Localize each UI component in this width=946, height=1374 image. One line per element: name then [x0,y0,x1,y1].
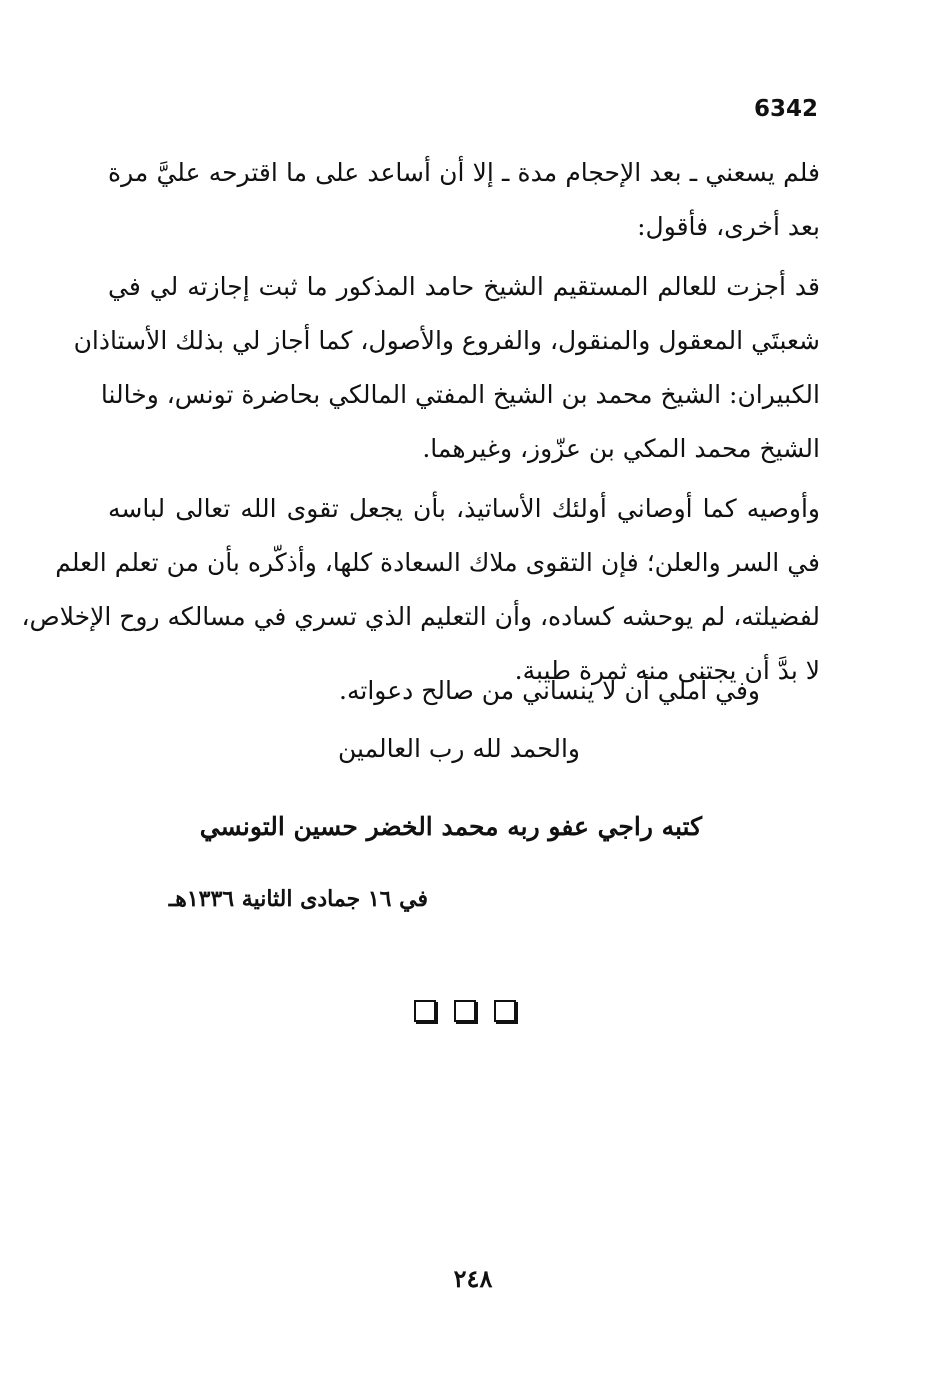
body-text [21,146,820,698]
square-ornament-icon [414,1000,436,1022]
text-line: فلم يسعني ـ بعد الإحجام مدة ـ إلا أن أساعد على ما اقترحه عليَّ مرة [108,158,820,187]
section-end-ornament [414,1000,516,1022]
square-ornament-icon [494,1000,516,1022]
page-id: 6342 [753,96,818,122]
square-ornament-icon [454,1000,476,1022]
text-line: وأوصيه كما أوصاني أولئك الأساتيذ، بأن يجعل تقوى الله تعالى لباسه [108,494,820,523]
paragraph-2 [73,260,820,476]
date-line: في ١٦ جمادى الثانية ١٣٣٦هـ [168,886,428,912]
text-line: لفضيلته، لم يوحشه كساده، وأن التعليم الذي تسري في مسالكه روح الإخلاص، [21,602,820,631]
text-line: قد أجزت للعالم المستقيم الشيخ حامد المذكور ما ثبت إجازته لي في [108,272,820,301]
text-line: في السر والعلن؛ فإن التقوى ملاك السعادة كلها، وأذكّره بأن من تعلم العلم [55,548,820,577]
text-line: بعد أخرى، فأقول: [637,212,820,241]
paragraph-1 [108,146,820,254]
hope-line: وفي أملي أن لا ينساني من صالح دعواته. [339,676,760,705]
signature-line: كتبه راجي عفو ربه محمد الخضر حسين التونسي [199,812,702,841]
text-line: الكبيران: الشيخ محمد بن الشيخ المفتي المالكي بحاضرة تونس، وخالنا [100,380,820,409]
text-line: الشيخ محمد المكي بن عزّوز، وغيرهما. [422,434,820,463]
text-line: شعبتَي المعقول والمنقول، والفروع والأصول، كما أجاز لي بذلك الأستاذان [73,326,820,355]
praise-line: والحمد لله رب العالمين [338,734,580,763]
text-line: لا بدَّ أن يجتنى منه ثمرة طيبة. [514,656,820,685]
page-number: ٢٤٨ [453,1264,493,1293]
